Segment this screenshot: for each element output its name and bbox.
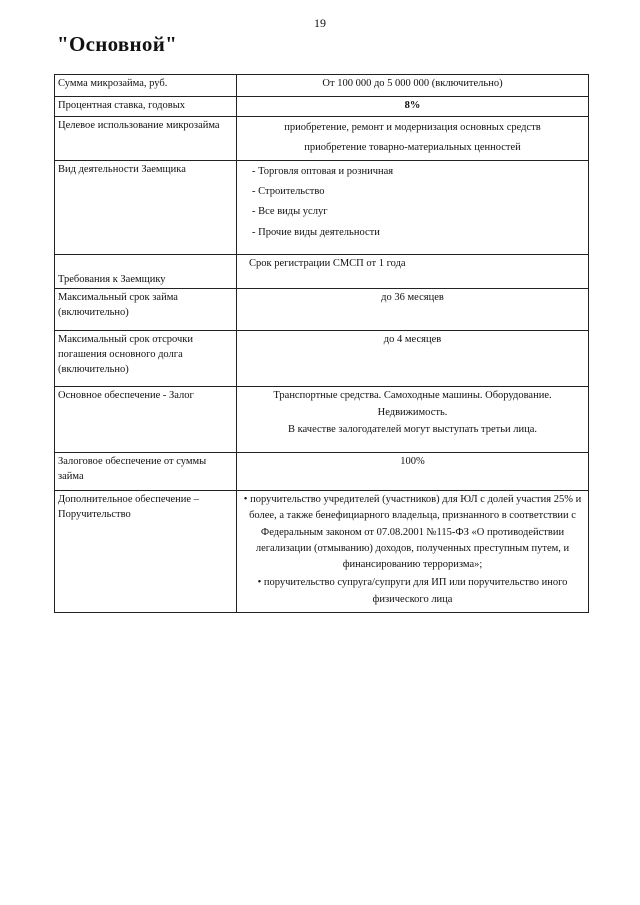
row-label: Максимальный срок займа (включительно) [55, 289, 237, 331]
table-row [55, 387, 589, 453]
value-line: приобретение товарно-материальных ценностей [304, 141, 521, 153]
table-row [55, 453, 589, 491]
table-row [55, 491, 589, 613]
row-value [237, 331, 589, 387]
row-label: Процентная ставка, годовых [55, 97, 237, 117]
value-line: • поручительство учредителей (участников) для ЮЛ с долей участия 25% и более, а также бенефициарного владельца, признанного в соответствии с Федеральным законом от 07.08.2001 №115-ФЗ «О противодействии легализации (отмыванию) доходов, полученных преступным путем, и финансированию терроризма»; [243, 494, 582, 571]
table-row [55, 289, 589, 331]
value-line: Недвижимость. [377, 406, 448, 418]
value-line: - Строительство [252, 186, 325, 198]
value-line: - Все виды услуг [252, 206, 328, 218]
value-line: до 4 месяцев [383, 334, 442, 345]
row-value [237, 491, 589, 613]
row-label: Вид деятельности Заемщика [55, 161, 237, 255]
document-title: "Основной" [57, 32, 178, 56]
row-value [237, 97, 589, 117]
row-label: Сумма микрозайма, руб. [55, 75, 237, 97]
row-value [237, 289, 589, 331]
row-value [237, 117, 589, 161]
value-line: до 36 месяцев [381, 292, 444, 303]
table-row [55, 97, 589, 117]
value-line: В качестве залогодателей могут выступать третьи лица. [287, 423, 537, 435]
row-value [237, 453, 589, 491]
value-line: приобретение, ремонт и модернизация основных средств [284, 122, 541, 133]
value-line: - Торговля оптовая и розничная [252, 166, 394, 177]
row-label: Залоговое обеспечение от суммы займа [55, 453, 237, 491]
value-line: 100% [400, 456, 425, 467]
value-line: 8% [404, 100, 421, 111]
value-line: От 100 000 до 5 000 000 (включительно) [322, 78, 503, 89]
row-value [237, 255, 589, 289]
row-value [237, 161, 589, 255]
row-label: Основное обеспечение - Залог [55, 387, 237, 453]
row-value [237, 387, 589, 453]
table-row [55, 117, 589, 161]
table-row [55, 255, 589, 289]
row-label: Дополнительное обеспечение – Поручительство [55, 491, 237, 613]
row-value [237, 75, 589, 97]
row-label: Максимальный срок отсрочки погашения основного долга (включительно) [55, 331, 237, 387]
value-line: Срок регистрации СМСП от 1 года [249, 258, 406, 269]
table-row [55, 331, 589, 387]
value-line: Транспортные средства. Самоходные машины. Оборудование. [273, 390, 552, 401]
table-row [55, 75, 589, 97]
loan-terms-table [54, 74, 589, 613]
row-label: Целевое использование микрозайма [55, 117, 237, 161]
table-row [55, 161, 589, 255]
value-line: - Прочие виды деятельности [252, 226, 380, 238]
value-line: • поручительство супруга/супруги для ИП или поручительство иного физического лица [257, 577, 568, 605]
page-number: 19 [314, 16, 326, 30]
row-label: Требования к Заемщику [55, 255, 237, 289]
